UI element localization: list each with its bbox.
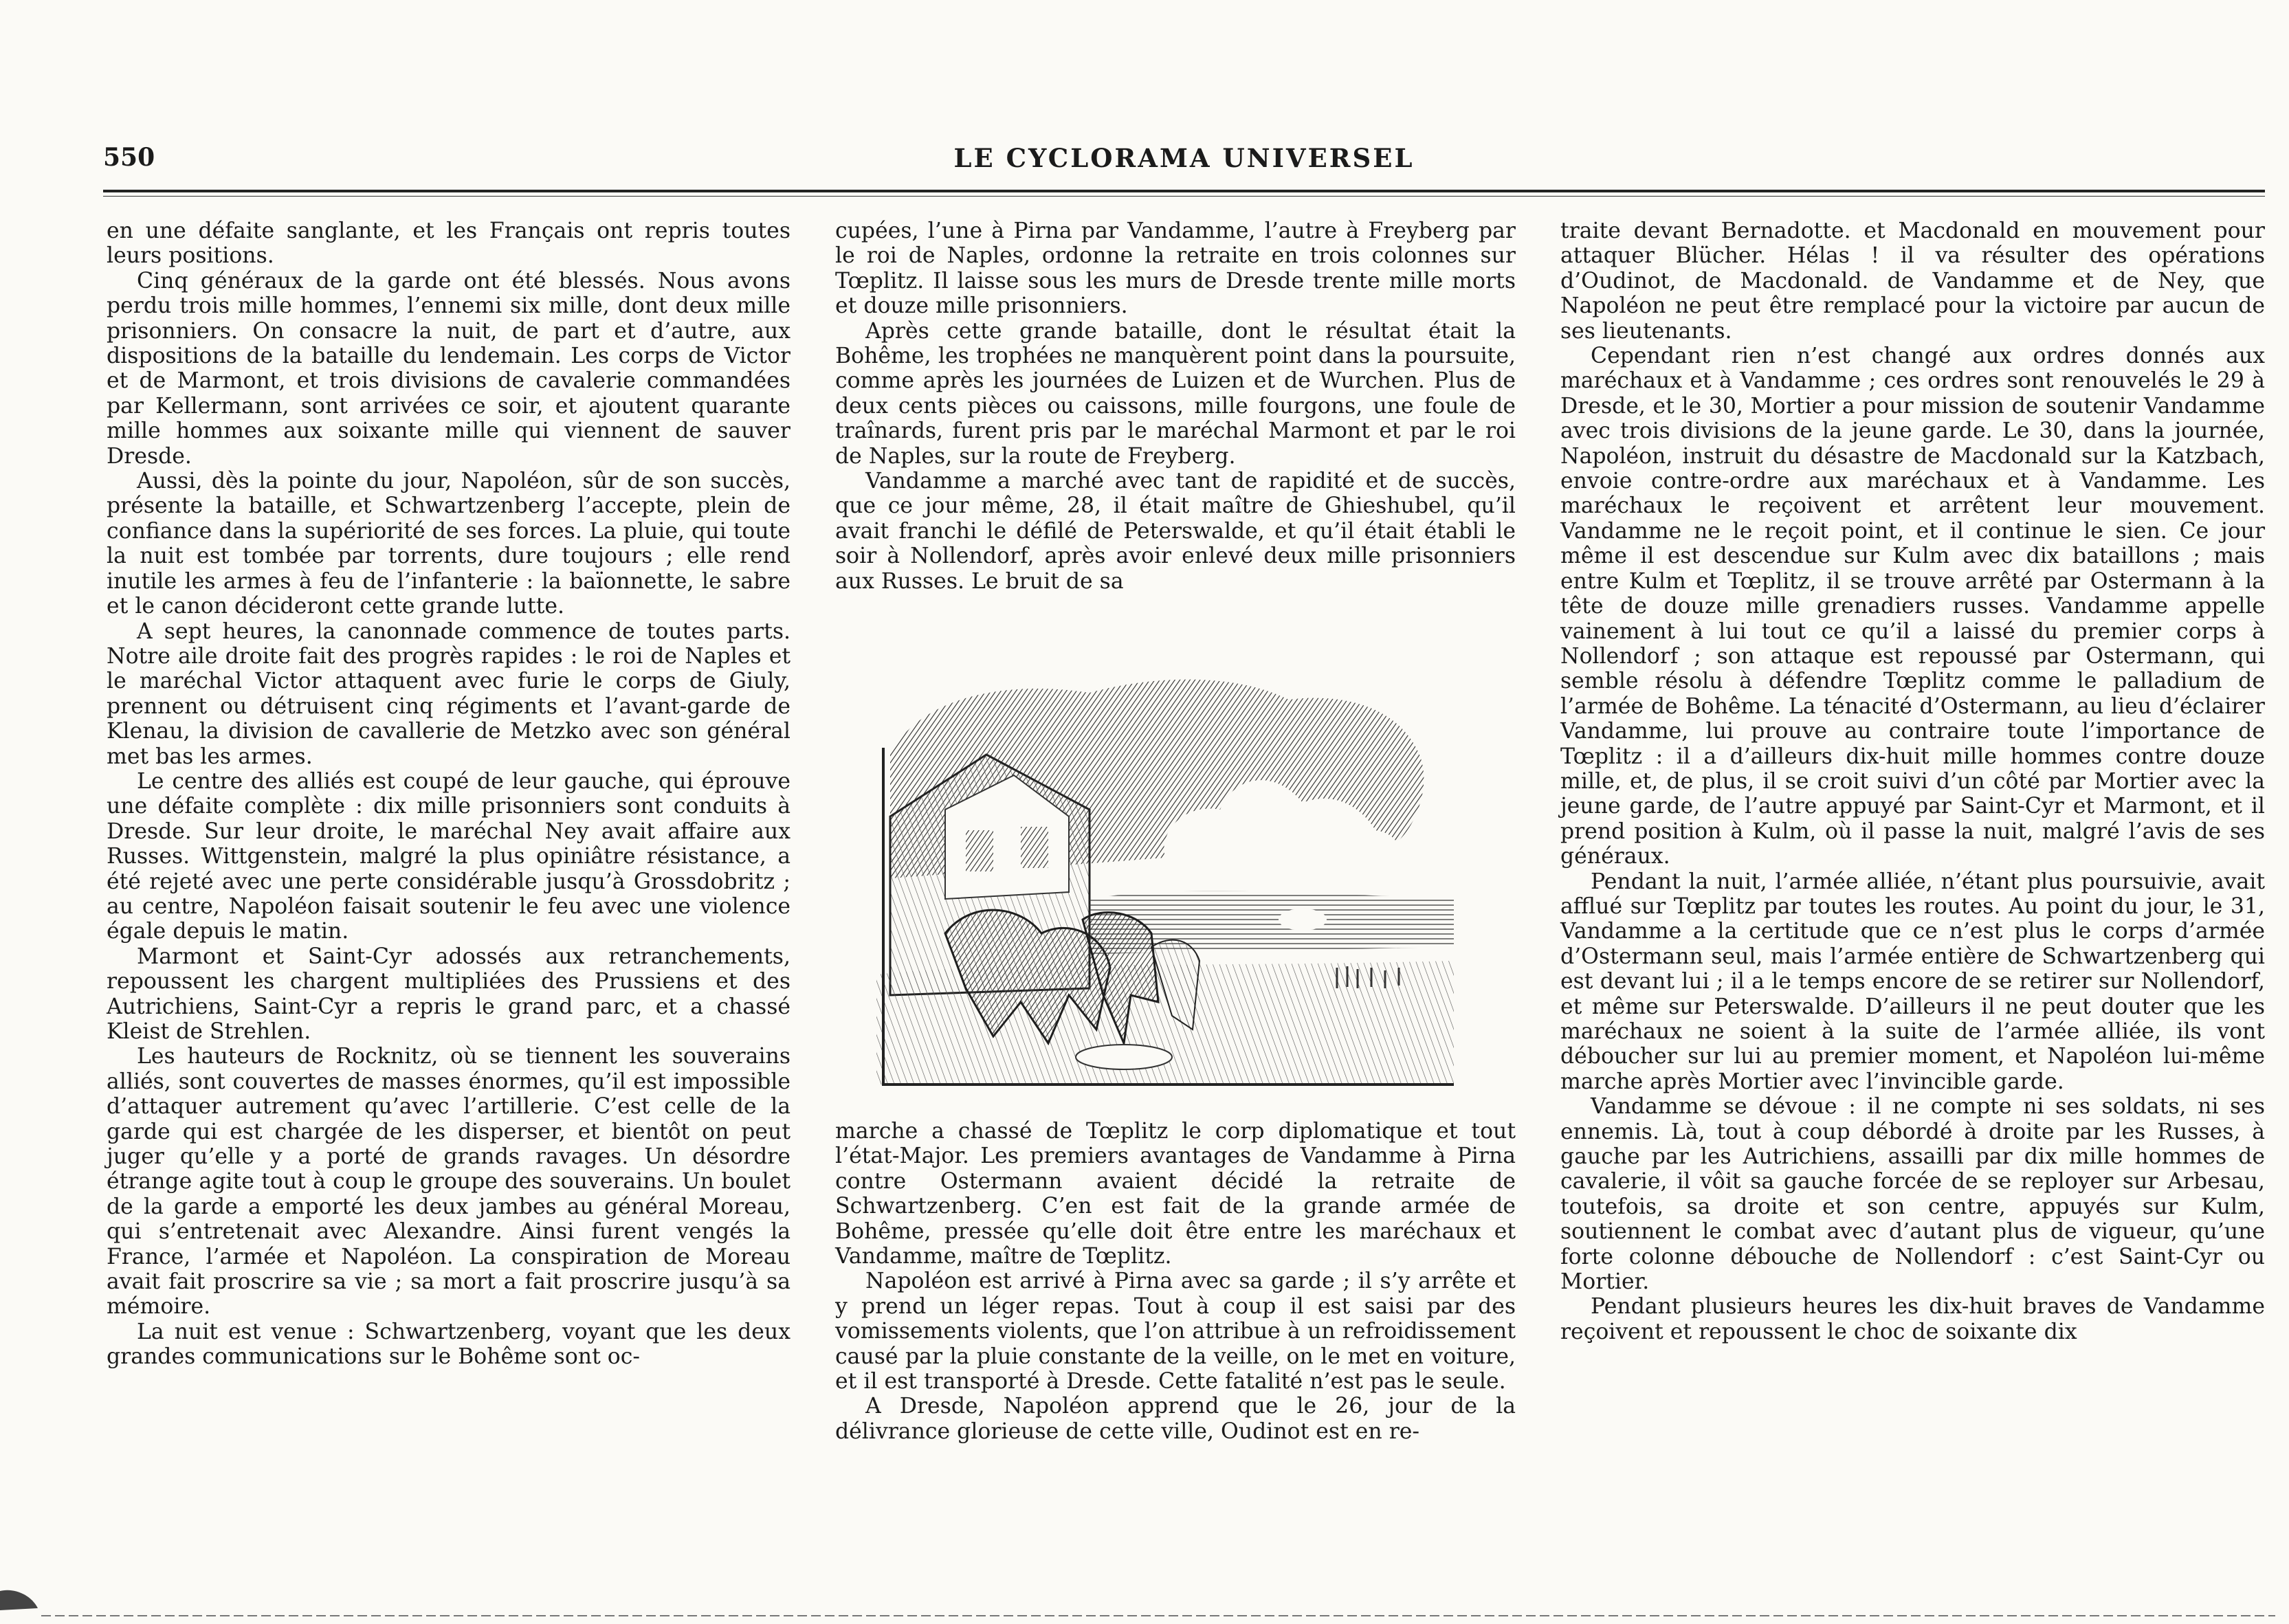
paragraph: Aussi, dès la pointe du jour, Napoléon, sûr de son succès, présente la bataille, et Schwartzenberg l’accepte, plein de confiance dans la supériorité de ses forces. La pluie, qui toute la nuit est tombée par torrents, dure toujours ; elle rend inutile les armes à feu de l’infanterie : la baïonnette, le sabre et le canon décideront cette grande lutte. <box>107 469 790 619</box>
paragraph: Napoléon est arrivé à Pirna avec sa garde ; il s’y arrête et y prend un léger repas. Tout à coup il est saisi par des vomissements violents, que l’on attribue à un refroidissement causé par la pluie constante de la veille, on le met en voiture, et il est transporté à Dresde. Cette fatalité n’est pas le seule. <box>835 1269 1516 1394</box>
paragraph: Marmont et Saint-Cyr adossés aux retranchements, repoussent les chargent multipliées des Prussiens et des Autrichiens, Saint-Cyr a repris le grand parc, et a chassé Kleist de Strehlen. <box>107 944 790 1044</box>
paragraph: marche a chassé de Tœplitz le corp diplomatique et tout l’état-Major. Les premiers avantages de Vandamme à Pirna contre Ostermann avaient décidé la retraite de Schwartzenberg. C’en est fait de la grande armée de Bohême, pressée qu’elle doit être entre les maréchaux et Vandamme, maître de Tœplitz. <box>835 1119 1516 1269</box>
header-rule-thin <box>103 196 2265 197</box>
paragraph: cupées, l’une à Pirna par Vandamme, l’autre à Freyberg par le roi de Naples, ordonne la retraite en trois colonnes sur Tœplitz. Il laisse sous les murs de Dresde trente mille morts et douze mille prisonniers. <box>835 219 1516 319</box>
paragraph: Le centre des alliés est coupé de leur gauche, qui éprouve une défaite complète : dix mille prisonniers sont conduits à Dresde. Sur leur droite, le maréchal Ney avait affaire aux Russes. Wittgenstein, malgré la plus opiniâtre résistance, a été rejeté avec une perte considérable jusqu’à Grossdobritz ; au centre, Napoléon faisait soutenir le feu avec une violence égale depuis le matin. <box>107 768 790 944</box>
paragraph: Les hauteurs de Rocknitz, où se tiennent les souverains alliés, sont couvertes de masses énormes, qu’il est impossible d’attaquer autrement qu’avec l’artillerie. C’est celle de la garde qui est chargée de les disperser, et bientôt on peut juger qu’elle y a porté de grands ravages. Un désordre étrange agite tout à coup le groupe des souverains. Un boulet de la garde a emporté les deux jambes au général Moreau, qui s’entretenait avec Alexandre. Ainsi furent vengés la France, l’armée et Napoléon. La conspiration de Moreau avait fait proscrire sa vie ; sa mort a fait proscrire jusqu’à sa mémoire. <box>107 1044 790 1320</box>
running-title: LE CYCLORAMA UNIVERSEL <box>953 143 1415 173</box>
paragraph: Pendant la nuit, l’armée alliée, n’étant plus poursuivie, avait afflué sur Tœplitz par toutes les routes. Au point du jour, le 31, Vandamme a la certitude que ce n’est plus le corps d’armée d’Ostermann seul, mais l’armée entière de Schwartzenberg qui est devant lui ; il a le temps encore de se retirer sur Nollendorf, et même sur Peterswalde. D’ailleurs il ne peut douter que les maréchaux ne soient à la suite de l’armée alliée, ils vont déboucher sur lui au premier moment, et Napoléon lui-même marche après Mortier avec l’invincible garde. <box>1560 869 2265 1094</box>
column-2-bottom <box>835 1119 1516 1444</box>
column-2-top <box>835 219 1516 594</box>
paragraph: A sept heures, la canonnade commence de toutes parts. Notre aile droite fait des progrès rapides : le roi de Naples et le maréchal Victor attaquent avec furie le corps de Giuly, prennent ou détruisent cinq régiments et l’avant-garde de Klenau, la division de cavallerie de Metzko avec son général met bas les armes. <box>107 619 790 769</box>
paragraph: Cependant rien n’est changé aux ordres donnés aux maréchaux et à Vandamme ; ces ordres sont renouvelés le 29 à Dresde, et le 30, Mortier a pour mission de soutenir Vandamme avec trois divisions de la jeune garde. Le 30, dans la journée, Napoléon, instruit du désastre de Macdonald sur la Katzbach, envoie contre-ordre aux maréchaux et à Vandamme. Les maréchaux le reçoivent et arrêtent leur mouvement. Vandamme ne le reçoit point, et il continue le sien. Ce jour même il est descendue sur Kulm avec dix bataillons ; mais entre Kulm et Tœplitz, il se trouve arrêté par Ostermann à la tête de douze mille grenadiers russes. Vandamme appelle vainement à lui tout ce qu’il a laissé du premier corps à Nollendorf ; son attaque est repoussé par Ostermann, qui semble résolu à défendre Tœplitz comme le palladium de l’armée de Bohême. La ténacité d’Ostermann, au lieu d’éclairer Vandamme, lui prouve au contraire toute l’importance de Tœplitz : il a d’ailleurs dix-huit mille hommes contre douze mille, et, de plus, il se croit suivi d’un côté par Mortier avec la jeune garde, de l’autre appuyé par Saint-Cyr et Marmont, et il prend position à Kulm, où il passe la nuit, malgré l’avis de ses généraux. <box>1560 344 2265 869</box>
paragraph: A Dresde, Napoléon apprend que le 26, jour de la délivrance glorieuse de cette ville, Oudinot est en re- <box>835 1394 1516 1444</box>
paragraph: Cinq généraux de la garde ont été blessés. Nous avons perdu trois mille hommes, l’ennemi six mille, dont deux mille prisonniers. On consacre la nuit, de part et d’autre, aux dispositions de la bataille du lendemain. Les corps de Victor et de Marmont, et trois divisions de cavalerie commandées par Kellermann, sont arrivées ce soir, et ajoutent quarante mille hommes aux soixante mille qui viennent de sauver Dresde. <box>107 268 790 469</box>
header-rule <box>103 190 2265 192</box>
column-3 <box>1560 219 2265 1344</box>
paragraph: Après cette grande bataille, dont le résultat était la Bohême, les trophées ne manquèrent point dans la poursuite, comme après les journées de Luizen et de Wurchen. Plus de deux cents pièces ou caissons, mille fourgons, une foule de traînards, furent pris par le maréchal Marmont et par le roi de Naples, sur la route de Freyberg. <box>835 318 1516 469</box>
page-number: 550 <box>103 143 155 172</box>
column-1 <box>107 219 790 1370</box>
paragraph: Pendant plusieurs heures les dix-huit braves de Vandamme reçoivent et repoussent le choc de soixante dix <box>1560 1294 2265 1344</box>
paragraph: La nuit est venue : Schwartzenberg, voyant que les deux grandes communications sur le Bohême sont oc- <box>107 1319 790 1370</box>
battle-engraving-illustration <box>863 672 1468 1098</box>
paragraph: traite devant Bernadotte. et Macdonald en mouvement pour attaquer Blücher. Hélas ! il va résulter des opérations d’Oudinot, de Macdonald. de Vandamme et de Ney, que Napoléon ne peut être remplacé pour la victoire par aucun de ses lieutenants. <box>1560 219 2265 344</box>
paragraph: Vandamme a marché avec tant de rapidité et de succès, que ce jour même, 28, il était maître de Ghieshubel, qu’il avait franchi le défilé de Peterswalde, et qu’il était établi le soir à Nollendorf, après avoir enlevé deux mille prisonniers aux Russes. Le bruit de sa <box>835 469 1516 594</box>
page-header <box>103 143 2265 184</box>
scan-smudge <box>0 1584 41 1612</box>
scan-bottom-edge <box>41 1615 2275 1616</box>
paragraph: en une défaite sanglante, et les Français ont repris toutes leurs positions. <box>107 219 790 269</box>
paragraph: Vandamme se dévoue : il ne compte ni ses soldats, ni ses ennemis. Là, tout à coup débordé à droite par les Russes, à gauche par les Autrichiens, assailli par dix mille hommes de cavalerie, il vôit sa gauche forcée de se reployer sur Arbesau, toutefois, sa droite et son centre, appuyés sur Kulm, soutiennent le combat avec d’autant plus de vigueur, qu’une forte colonne débouche de Nollendorf : c’est Saint-Cyr ou Mortier. <box>1560 1094 2265 1295</box>
